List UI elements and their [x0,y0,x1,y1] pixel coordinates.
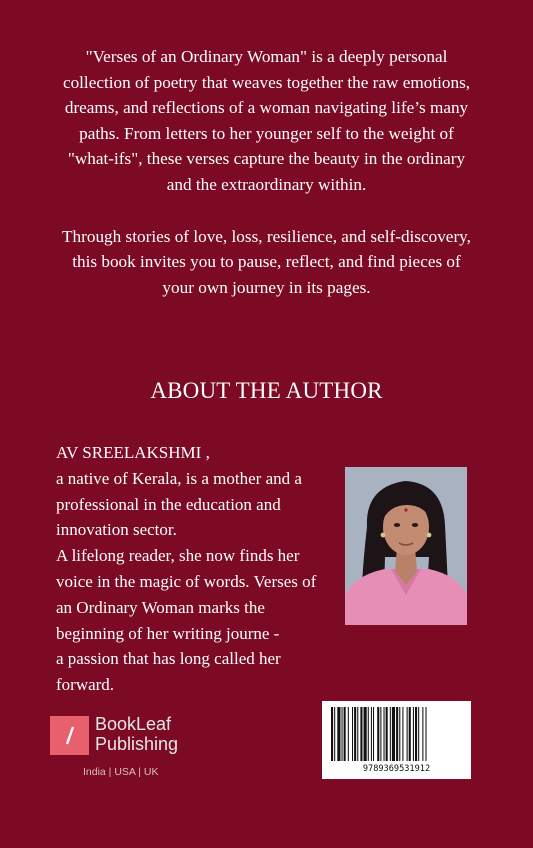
barcode-bars [322,701,471,763]
barcode-bar [415,707,417,761]
isbn-number: 9789369531912 [362,764,431,774]
barcode-bar [342,707,343,761]
barcode-bar [357,707,358,761]
barcode-bar [348,707,349,761]
bio-line: beginning of her writing journe - [56,623,280,643]
blurb-line: dreams, and reflections of a woman navigating life’s many [64,98,469,118]
barcode-bar [409,707,411,761]
publisher-name [95,714,178,754]
blurb-line: your own journey in its pages. [162,277,371,297]
back-cover-blurb [40,44,493,300]
about-author-heading: ABOUT THE AUTHOR [150,378,383,403]
bio-line: A lifelong reader, she now finds her [56,546,300,566]
barcode-bar [380,707,381,761]
barcode-bar [407,707,408,761]
barcode-bar [364,707,367,761]
blurb-line: Through stories of love, loss, resilience, and self-discovery, [62,226,471,246]
blurb-line: "Verses of an Ordinary Woman" is a deeply personal [85,47,448,66]
blurb-line: and the extraordinary within. [166,174,367,194]
bio-line: professional in the education and [56,494,281,514]
publisher-logo-mark [50,716,89,755]
barcode-bar [360,707,362,761]
barcode-bar [390,707,391,761]
barcode-bar [344,707,346,761]
barcode-bar [352,707,353,761]
barcode-bar [377,707,379,761]
barcode-bar [371,707,372,761]
author-portrait-illustration [345,467,467,625]
barcode-bar [331,707,333,761]
blurb-line: paths. From letters to her younger self to the weight of [79,123,454,143]
bio-line: a native of Kerala, is a mother and a [56,468,302,488]
isbn-barcode [322,701,471,779]
bio-line: forward. [56,675,115,695]
blurb-line: collection of poetry that weaves together the raw emotions, [62,72,471,92]
publisher-name-line-2: Publishing [95,734,179,754]
blurb-paragraph-1 [40,44,493,198]
barcode-bar [386,707,388,761]
barcode-bar [426,707,427,761]
blurb-paragraph-2 [40,224,493,301]
author-bio [56,440,346,698]
blurb-line: this book invites you to pause, reflect, and find pieces of [72,252,461,272]
author-photo [345,467,467,625]
slash-icon [50,716,89,755]
barcode-bar [334,707,335,761]
barcode-bar [422,707,423,761]
bio-line: voice in the magic of words. Verses of [56,571,317,591]
barcode-bar [373,707,374,761]
bio-line: a passion that has long called her [56,649,281,669]
bio-line: an Ordinary Woman marks the [56,597,265,617]
barcode-bar [384,707,385,761]
blurb-line: "what-ifs", these verses capture the beauty in the ordinary [67,149,466,169]
barcode-bar [399,707,400,761]
bio-line: innovation sector. [56,520,177,540]
barcode-bar [337,707,340,761]
barcode-bar [402,707,403,761]
publisher-regions: India | USA | UK [83,766,159,778]
barcode-bar [392,707,395,761]
author-name: AV SREELAKSHMI , [56,443,210,462]
publisher-name-line-1: BookLeaf [95,714,172,734]
barcode-bar [418,707,419,761]
barcode-bar [354,707,356,761]
barcode-bar [368,707,369,761]
barcode-bar [413,707,414,761]
barcode-bar [396,707,398,761]
